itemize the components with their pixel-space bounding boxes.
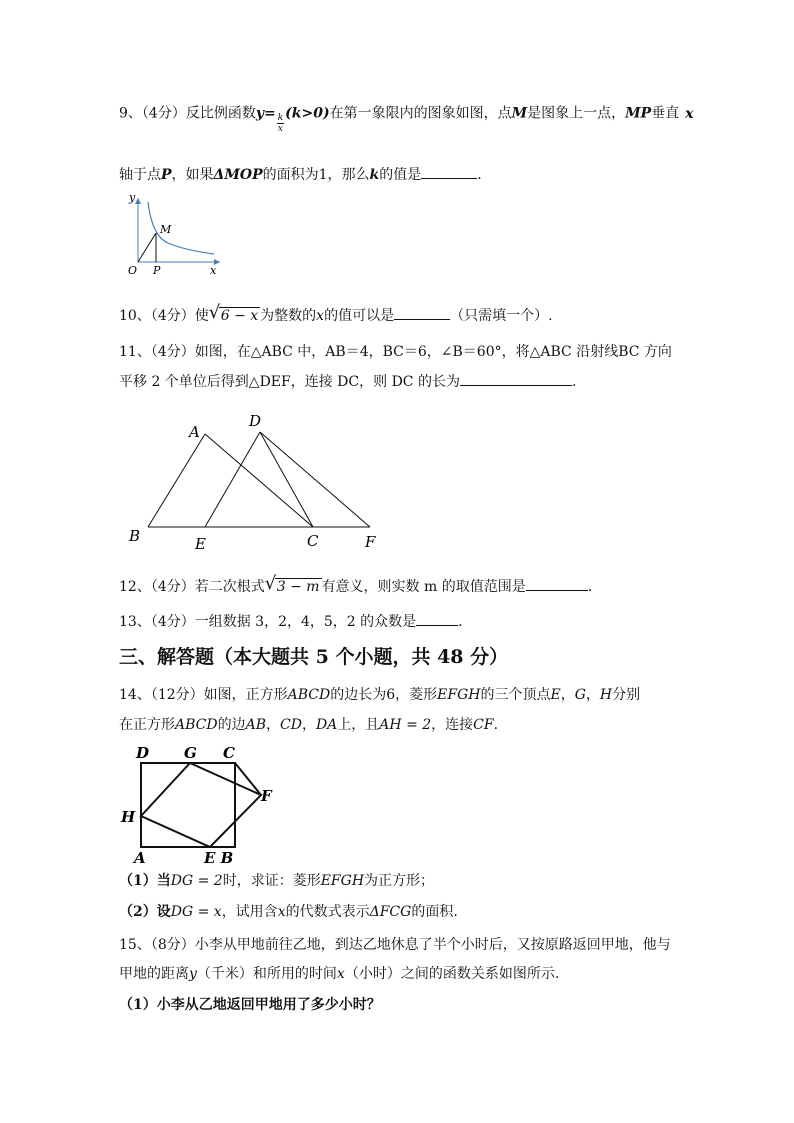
q9-mp: MP — [625, 105, 652, 122]
q15-line2-b: （千米）和所用的时间 — [196, 966, 337, 982]
q9-text2: 是图象上一点， — [527, 105, 626, 122]
q9-cond: (k>0) — [285, 105, 330, 122]
q14-comma2: ， — [585, 687, 600, 703]
q9-k: k — [369, 167, 380, 183]
q12-sqrt — [264, 573, 322, 597]
q14-sub1-a: （1）当 — [119, 873, 171, 889]
q14-sub2-d: 的面积. — [411, 904, 458, 920]
q14-sub1-b: 时，求证：菱形 — [222, 873, 321, 889]
q13-end: . — [458, 614, 463, 630]
q11-line1: 11、（4分）如图，在△ABC 中，AB＝4，BC＝6，∠B＝60°，将△ABC 沿射线BC 方向 — [119, 344, 672, 360]
q11-dc-segment — [260, 432, 313, 527]
q11-line2-text: 平移 2 个单位后得到△DEF，连接 DC，则 DC 的长为 — [119, 374, 460, 390]
q14-line2-a: 在正方形 — [119, 717, 175, 733]
q14-abcd: ABCD — [287, 687, 331, 703]
q14-label-d: D — [136, 744, 150, 762]
q14-line2 — [119, 715, 498, 735]
q9-graph — [118, 190, 228, 275]
q14-cd: CD — [280, 717, 302, 733]
q14-line2-c: 上，且 — [337, 717, 380, 733]
q9-x-label: x — [210, 264, 217, 275]
q14-sub2-a: （2）设 — [119, 904, 171, 920]
q14-label-g: G — [184, 744, 197, 762]
q9-label: 9、（4分）反比例函数 — [119, 105, 256, 122]
q14-comma1: ， — [560, 687, 575, 703]
q13-text: 13、（4分）一组数据 3，2，4，5，2 的众数是 — [119, 614, 417, 630]
q9-text3: 垂直 — [651, 105, 680, 122]
q14-sub1-efgh: EFGH — [320, 873, 365, 889]
q10-text1: 为整数的 — [260, 308, 317, 324]
q14-line2-b: 的边 — [217, 717, 246, 733]
q12-text: 有意义，则实数 m 的取值范围是 — [321, 579, 526, 595]
q10-label: 10、（4分）使 — [119, 308, 209, 324]
q14-label-c: C — [223, 744, 235, 762]
q9-text1: 在第一象限内的图象如图，点 — [329, 105, 512, 122]
section-heading: 三、解答题（本大题共 5 个小题，共 48 分） — [119, 646, 509, 668]
q9-answer-blank[interactable] — [421, 164, 477, 179]
q14-cf: CF — [473, 717, 494, 733]
q14-label-eb: E B — [204, 849, 234, 867]
q10-answer-blank[interactable] — [394, 305, 450, 320]
q9-line1 — [119, 103, 694, 134]
q9-m: M — [511, 105, 528, 122]
q14-sub2-b: ，试用含 — [221, 904, 278, 920]
q14-comma4: ， — [301, 717, 316, 733]
q11-label-b: B — [129, 527, 141, 545]
q14-line2-d: ，连接 — [431, 717, 474, 733]
sqrt-icon: √ — [208, 302, 221, 323]
q9-frac-den: x — [277, 124, 283, 134]
q9-m-label: M — [160, 223, 172, 236]
q9-y-label: y — [129, 191, 136, 204]
q15-sub1 — [119, 995, 381, 1015]
q14-rhombus-efgh — [141, 763, 261, 847]
q12-answer-blank[interactable] — [526, 576, 588, 591]
q14-line2-end: . — [493, 717, 499, 733]
q14-da: DA — [315, 717, 338, 733]
q14-ah: AH = 2 — [379, 717, 432, 733]
q14-label-a: A — [134, 849, 146, 867]
q11-label-e: E — [195, 535, 206, 553]
q9-o-label: O — [128, 264, 138, 275]
q11-answer-blank[interactable] — [460, 371, 572, 386]
q11-label-c: C — [307, 532, 319, 550]
q11-df-segment — [260, 432, 370, 527]
q11-triangle-figure — [125, 405, 385, 555]
q11-label-a: A — [189, 423, 200, 441]
q10-line — [119, 302, 553, 326]
q14-square-abcd — [141, 763, 235, 847]
q10-x: x — [316, 308, 325, 324]
q14-sub2 — [119, 902, 458, 922]
q15-sub1-text: （1）小李从乙地返回甲地用了多少小时？ — [119, 997, 381, 1013]
q10-text2: 的值可以是 — [324, 308, 395, 324]
q9-p: P — [161, 167, 172, 183]
q12-radicand: 3 − m — [276, 579, 320, 595]
q11-label-f: F — [365, 533, 376, 551]
q10-text3: （只需填一个）. — [450, 308, 553, 324]
q14-h: H — [599, 687, 613, 703]
q9-x-end: x — [685, 105, 694, 122]
q14-label-f: F — [261, 787, 272, 805]
q14-e: E — [550, 687, 561, 703]
q12-label: 12、（4分）若二次根式 — [119, 579, 265, 595]
q14-line1-d: 分别 — [612, 687, 641, 703]
sqrt-icon: √ — [264, 573, 277, 594]
q14-sub2-c: 的代数式表示 — [285, 904, 370, 920]
q11-line2 — [119, 371, 576, 392]
q13-line — [119, 611, 463, 632]
q15-y: y — [189, 966, 197, 982]
q9-curve — [148, 202, 214, 254]
q9-func: y= — [255, 105, 276, 122]
q14-sub2-fcg: ΔFCG — [369, 904, 412, 920]
q14-line1-b: 的边长为6，菱形 — [330, 687, 438, 703]
q15-x: x — [336, 966, 345, 982]
q14-abcd2: ABCD — [175, 717, 218, 733]
q10-sqrt — [208, 302, 260, 326]
q15-line1: 15、（8分）小李从甲地前往乙地，到达乙地休息了半个小时后，又按原路返回甲地，他与 — [119, 937, 671, 953]
q14-sub2-x: x — [277, 904, 286, 920]
q14-sub2-dg: DG = x — [170, 904, 222, 920]
q9-line2 — [119, 164, 482, 185]
q14-g: G — [574, 687, 586, 703]
q14-square-figure — [118, 740, 288, 868]
q14-sub1-dg: DG = 2 — [170, 873, 223, 889]
q11-ac-segment — [205, 434, 313, 527]
q13-answer-blank[interactable] — [416, 611, 458, 626]
q9-p-label: P — [153, 264, 161, 275]
q15-line2-a: 甲地的距离 — [119, 966, 189, 982]
q14-sub1-c: 为正方形； — [364, 873, 435, 889]
q15-line2 — [119, 964, 559, 984]
q14-sub1 — [119, 871, 434, 891]
q9-line2-end: . — [477, 167, 482, 183]
q11-ab-segment — [148, 434, 205, 527]
q9-om-line — [138, 233, 156, 262]
q11-de-segment — [205, 432, 260, 527]
q14-line1-a: 14、（12分）如图，正方形 — [119, 687, 288, 703]
q9-line2-c: 的面积为1，那么 — [262, 167, 370, 183]
q9-line2-d: 的值是 — [379, 167, 422, 183]
q9-fraction — [277, 113, 284, 134]
q15-line2-c: （小时）之间的函数关系如图所示. — [344, 966, 560, 982]
q9-line2-a: 轴于点 — [119, 167, 161, 183]
q14-efgh: EFGH — [437, 687, 481, 703]
q9-mop: ΔMOP — [213, 167, 263, 183]
q9-line2-b: ，如果 — [171, 167, 214, 183]
q10-radicand: 6 − x — [220, 308, 259, 324]
q9-frac-num: k — [277, 113, 284, 123]
q14-ab: AB — [245, 717, 267, 733]
q12-end: . — [587, 579, 593, 595]
q14-label-h: H — [121, 808, 136, 826]
q14-comma3: ， — [266, 717, 281, 733]
q14-line1-c: 的三个顶点 — [480, 687, 551, 703]
q14-line1 — [119, 685, 640, 705]
q11-label-d: D — [249, 412, 262, 430]
q12-line — [119, 573, 593, 597]
q11-line2-end: . — [571, 374, 577, 390]
q9-y-arrow-icon — [135, 198, 141, 204]
